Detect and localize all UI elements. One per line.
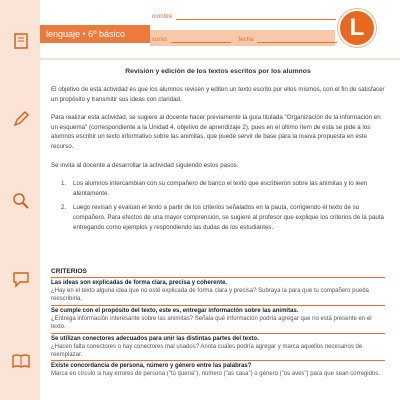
course-label: curso bbox=[152, 37, 167, 43]
criterion-title: Se utilizan conectores adecuados para unir las distintas partes del texto. bbox=[51, 333, 385, 343]
name-label: nombre bbox=[152, 14, 173, 20]
step-text: Luego revisan y evalúan el texto a partir de los criterios señalados en la pauta, corrigiendo el texto de su compañero. Para efectos de una mayor comprensión, se sugiere al profesor que explique los criterios de la pauta entregando como ejemplos y respondiendo las dudas de los estudiantes. bbox=[73, 204, 384, 231]
course-date-field bbox=[152, 37, 337, 43]
course-rule bbox=[171, 42, 231, 43]
criteria-row bbox=[51, 305, 385, 333]
criteria-section bbox=[51, 268, 385, 380]
chat-icon bbox=[10, 268, 32, 290]
criteria-row bbox=[51, 277, 385, 305]
date-rule bbox=[257, 42, 337, 43]
name-rule bbox=[176, 19, 336, 20]
criterion-title: Existe concordancia de persona, número y género entre las palabras? bbox=[51, 360, 385, 370]
criterion-question: ¿Hacen falta conectores o hay conectores mal usados? Anota cuáles podría agregar y marca aquellos necesarios de reemplazar. bbox=[51, 343, 363, 359]
open-book-icon bbox=[10, 350, 32, 372]
criterion-title: Se cumple con el propósito del texto, este es, entregar información sobre las animitas. bbox=[51, 305, 385, 315]
step-text: Los alumnos intercambian con su compañero de banco el texto que escribieron sobre las animitas y lo leen atentamente. bbox=[73, 180, 368, 197]
name-field bbox=[152, 14, 336, 20]
step-number: 1. bbox=[61, 180, 67, 188]
criterion-question: ¿Hay en el texto alguna idea que no esté explicada de forma clara y precisa? Subraya la para que tu compañero pueda reescribirla. bbox=[51, 288, 369, 303]
steps-intro: Se invita al docente a desarrollar la actividad siguiendo estos pasos. bbox=[51, 161, 239, 169]
setup-paragraph: Para realizar esta actividad, se sugiere al docente hacer previamente la guía titulada "Organización de la información en un esquema" (correspondiente a la Unidad 4, objetivo de aprendizaje 2), pues en el último ítem de esta se pide a los alumnos escribir un texto informativo sobre las animitas, que puede servir de base para la nueva propuesta en este recurso. bbox=[51, 114, 381, 150]
date-label: fecha bbox=[238, 37, 254, 43]
step-number: 2. bbox=[61, 204, 67, 212]
header bbox=[0, 0, 400, 64]
logo-badge: L bbox=[338, 9, 376, 47]
criteria-heading: CRITERIOS bbox=[51, 268, 87, 275]
list-item bbox=[61, 179, 385, 198]
page-title: Revisión y edición de los textos escritos por los alumnos bbox=[125, 68, 311, 75]
steps-list bbox=[61, 179, 385, 232]
magnifier-icon bbox=[10, 190, 32, 212]
criteria-row bbox=[51, 333, 385, 361]
pencil-icon bbox=[10, 108, 32, 130]
criterion-question: ¿Entrega información interesante sobre las animitas? Señala qué información podría agregar que no está presente en el texto. bbox=[51, 315, 372, 331]
document-body bbox=[51, 68, 385, 239]
divider bbox=[40, 58, 400, 60]
subject-band: lenguaje • 6º básico bbox=[40, 25, 150, 43]
criteria-row bbox=[51, 360, 385, 379]
criterion-question: Marca en círculo si hay errores de persona ("tú queria"), número ("as casa") o género ("os aves") para que sean corregidos. bbox=[51, 371, 380, 378]
list-item bbox=[61, 203, 385, 232]
intro-paragraph: El objetivo de esta actividad es que los alumnos revisen y editen un texto escrito por ellos mismos, con el fin de satisfacer un propósito y transmitir sus ideas con claridad. bbox=[51, 86, 385, 103]
criterion-title: Las ideas son explicadas de forma clara, precisa y coherente. bbox=[51, 277, 385, 287]
